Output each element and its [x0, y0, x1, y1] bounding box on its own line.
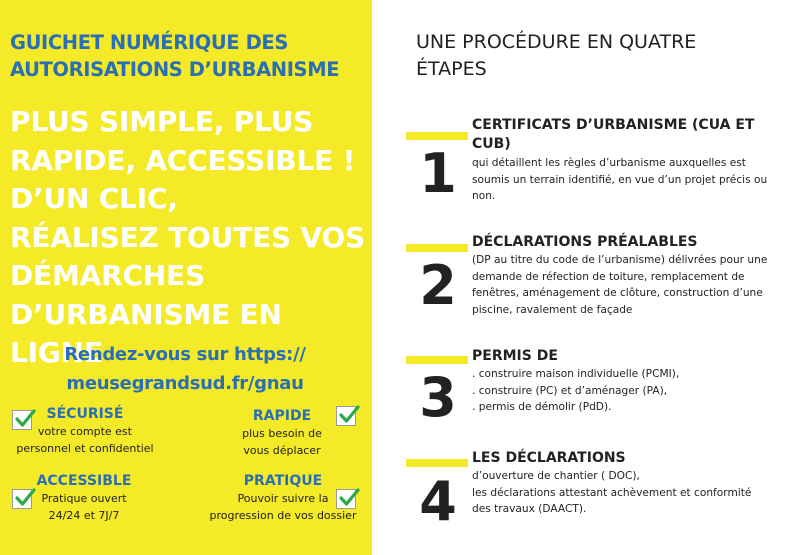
step-desc-line: (DP au titre du code de l’urbanisme) délivrées pour une	[472, 254, 768, 266]
step-desc-line: qui détaillent les règles d’urbanisme auxquelles est	[472, 157, 746, 169]
step-4-description	[472, 468, 772, 518]
slogan	[10, 103, 370, 373]
slogan-line: PLUS SIMPLE, PLUS	[10, 105, 314, 138]
step-4-number: 4	[419, 470, 457, 533]
feature-title: RAPIDE	[252, 408, 312, 424]
step-desc-line: demande de réfection de toiture, remplacement de	[472, 270, 745, 283]
slogan-line: DÉMARCHES	[10, 259, 205, 292]
feature-title: PRATIQUE	[243, 473, 323, 489]
step-title-line: LES DÉCLARATIONS	[472, 450, 626, 466]
step-desc-line: les déclarations attestant achèvement et conformité	[472, 486, 752, 499]
feature-desc-line: personnel et confidentiel	[16, 442, 154, 455]
feature-desc-line: vous déplacer	[243, 444, 321, 457]
feature-desc-line: Pratique ouvert	[41, 492, 127, 505]
procedure-title-line: ÉTAPES	[416, 58, 487, 80]
step-desc-line: piscine, ravalement de façade	[472, 303, 633, 316]
step-desc-line: . construire (PC) et d’aménager (PA),	[472, 384, 668, 397]
step-desc-line: . construire maison individuelle (PCMI),	[472, 368, 680, 380]
step-desc-line: fenêtres, aménagement de clôture, construction d’une	[472, 287, 763, 300]
feature-desc-line: 24/24 et 7J/7	[48, 509, 120, 522]
feature-desc-line: votre compte est	[38, 425, 132, 438]
step-1-bar	[406, 132, 468, 140]
step-3-bar	[406, 356, 468, 364]
step-desc-line: . permis de démolir (PdD).	[472, 401, 612, 414]
step-2-title	[472, 233, 772, 252]
left-title-line: AUTORISATIONS D’URBANISME	[10, 58, 340, 81]
feature-desc-line: plus besoin de	[242, 427, 322, 440]
step-title-line: PERMIS DE	[472, 348, 558, 364]
slogan-line: RÉALISEZ TOUTES VOS	[10, 220, 366, 254]
step-3-description	[472, 366, 772, 416]
feature-accessible	[14, 472, 154, 524]
step-2-number: 2	[419, 254, 457, 317]
step-desc-line: soumis un terrain identifié, en vue d’un projet précis ou	[472, 173, 768, 186]
feature-title: ACCESSIBLE	[36, 473, 132, 489]
step-1-number: 1	[419, 142, 457, 205]
step-1-title	[472, 116, 772, 154]
left-title	[10, 29, 365, 83]
step-4-title	[472, 449, 772, 468]
feature-securise	[10, 405, 160, 457]
slogan-line: D’URBANISME EN LIGNE	[10, 297, 282, 369]
step-title-line: DÉCLARATIONS PRÉALABLES	[472, 234, 698, 250]
step-2-bar	[406, 244, 468, 252]
feature-desc-line: Pouvoir suivre la	[237, 492, 329, 505]
step-4-bar	[406, 459, 468, 467]
step-3-number: 3	[419, 366, 457, 429]
slogan-line: RAPIDE, ACCESSIBLE !	[10, 143, 356, 177]
left-panel	[0, 0, 372, 555]
website-link-line: Rendez-vous sur https://	[64, 344, 306, 365]
procedure-title-line: UNE PROCÉDURE EN QUATRE	[416, 31, 697, 53]
step-1-description	[472, 155, 772, 205]
feature-desc-line: progression de vos dossier	[209, 509, 357, 522]
website-link[interactable]	[20, 340, 350, 398]
step-title-line: CERTIFICATS D’URBANISME (CUA ET	[472, 117, 755, 133]
website-link-line: meusegrandsud.fr/gnau	[66, 373, 304, 394]
feature-title: SÉCURISÉ	[46, 406, 124, 422]
step-2-description	[472, 252, 772, 318]
step-desc-line: d’ouverture de chantier ( DOC),	[472, 470, 640, 482]
step-3-title	[472, 347, 772, 366]
step-desc-line: non.	[472, 190, 496, 203]
feature-pratique	[204, 472, 362, 524]
slogan-line: D’UN CLIC,	[10, 182, 178, 215]
procedure-title	[416, 29, 746, 83]
right-panel	[372, 0, 788, 555]
left-title-line: GUICHET NUMÉRIQUE DES	[10, 31, 288, 54]
step-desc-line: des travaux (DAACT).	[472, 503, 587, 516]
feature-rapide	[222, 407, 342, 459]
step-title-line: CUB)	[472, 136, 511, 152]
